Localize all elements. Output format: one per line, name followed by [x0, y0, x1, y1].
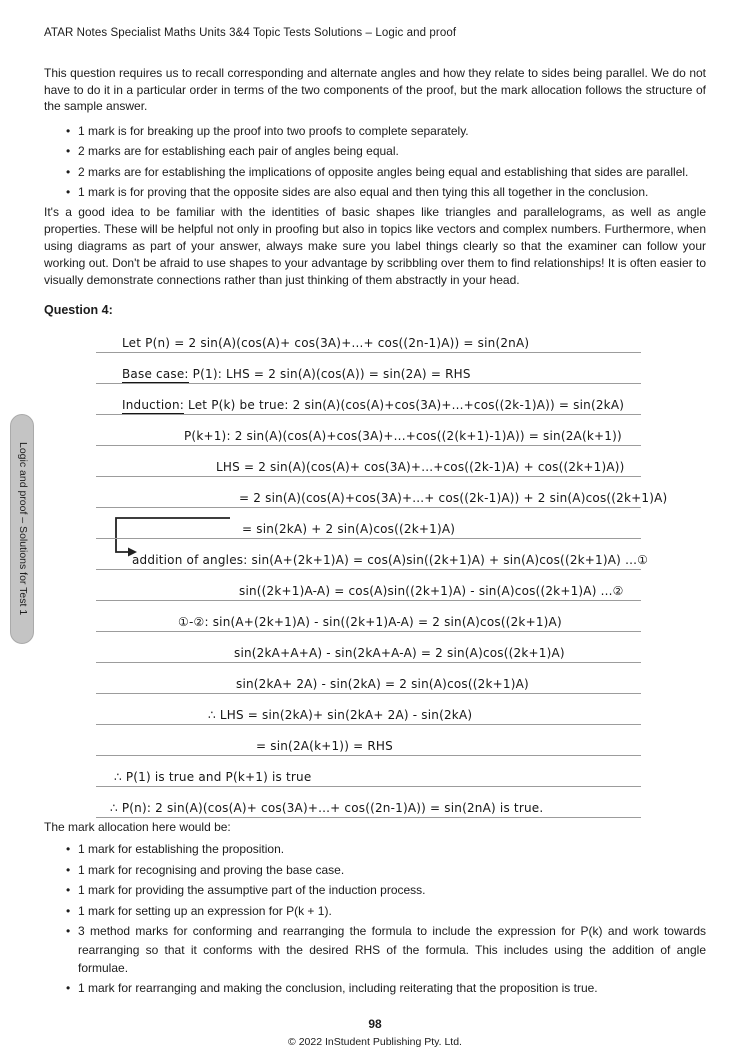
- handwritten-line: Induction: Let P(k) be true: 2 sin(A)(cos(A)+cos(3A)+...+cos((2k-1)A)) = sin(2kA): [96, 384, 641, 415]
- commentary-bullet-list: [44, 121, 706, 203]
- bullet-item: • 1 mark for providing the assumptive part of the induction process.: [44, 881, 706, 899]
- bullet-item: • 1 mark for setting up an expression for P(k + 1).: [44, 902, 706, 920]
- handwritten-line: = 2 sin(A)(cos(A)+cos(3A)+...+ cos((2k-1)A)) + 2 sin(A)cos((2k+1)A): [96, 477, 641, 508]
- question-label: Question 4:: [44, 303, 113, 317]
- handwritten-line: sin(2kA+A+A) - sin(2kA+A-A) = 2 sin(A)cos((2k+1)A): [96, 632, 641, 663]
- handwritten-line: = sin(2A(k+1)) = RHS: [96, 725, 641, 756]
- bullet-item: • 1 mark is for breaking up the proof into two proofs to complete separately.: [44, 121, 706, 141]
- handwritten-underlined-word: Base case:: [122, 367, 189, 381]
- handwritten-line: ①-②: sin(A+(2k+1)A) - sin((2k+1)A-A) = 2 sin(A)cos((2k+1)A): [96, 601, 641, 632]
- handwritten-line: Base case: P(1): LHS = 2 sin(A)(cos(A)) = sin(2A) = RHS: [96, 353, 641, 384]
- bullet-item: • 1 mark is for proving that the opposite sides are also equal and then tying this all together in the conclusion.: [44, 182, 706, 202]
- handwritten-line: addition of angles: sin(A+(2k+1)A) = cos(A)sin((2k+1)A) + sin(A)cos((2k+1)A) ...①: [96, 539, 641, 570]
- bullet-item: • 2 marks are for establishing the implications of opposite angles being equal and establishing that sides are parallel.: [44, 162, 706, 182]
- handwritten-line: sin((2k+1)A-A) = cos(A)sin((2k+1)A) - sin(A)cos((2k+1)A) ...②: [96, 570, 641, 601]
- side-tab-logic-and-proof: Logic and proof – Solutions for Test 1: [10, 414, 34, 644]
- mark-allocation-intro: The mark allocation here would be:: [44, 820, 231, 834]
- bullet-item: • 1 mark for recognising and proving the base case.: [44, 861, 706, 879]
- bullet-item: • 3 method marks for conforming and rearranging the formula to include the expression for P(k) and work towards rearranging so that it conforms with the desired RHS of the formula. This includes using the addition of angle formulae.: [44, 922, 706, 977]
- handwritten-underlined-word: Induction:: [122, 398, 184, 412]
- mark-allocation-bullet-list: [44, 840, 706, 1000]
- handwritten-line: Let P(n) = 2 sin(A)(cos(A)+ cos(3A)+...+ cos((2n-1)A)) = sin(2nA): [96, 322, 641, 353]
- handwritten-solution-area: [96, 322, 668, 818]
- handwritten-line: ∴ P(1) is true and P(k+1) is true: [96, 756, 641, 787]
- commentary-paragraph-2: It's a good idea to be familiar with the identities of basic shapes like triangles and parallelograms, as well as angle properties. These will be helpful not only in proofing but also in topics like vectors and complex numbers. Furthermore, when using diagrams as part of your answer, always make sure you label things clearly so that the examiner can follow your working out. Don't be afraid to use shapes to your advantage by scribbling over them to find relationships! It is often easier to visually demonstrate connections rather than just thinking of them abstractly in your head.: [44, 205, 706, 287]
- bullet-item: • 1 mark for rearranging and making the conclusion, including reiterating that the proposition is true.: [44, 979, 706, 997]
- handwritten-line: LHS = 2 sin(A)(cos(A)+ cos(3A)+...+cos((2k-1)A) + cos((2k+1)A)): [96, 446, 641, 477]
- handwritten-line: P(k+1): 2 sin(A)(cos(A)+cos(3A)+...+cos((2(k+1)-1)A)) = sin(2A(k+1)): [96, 415, 641, 446]
- page-header: ATAR Notes Specialist Maths Units 3&4 Topic Tests Solutions – Logic and proof: [44, 27, 457, 39]
- commentary-paragraph-1: This question requires us to recall corresponding and alternate angles and how they relate to sides being parallel. We do not have to do it in a particular order in terms of the two components of the proof, but the mark allocation follows the structure of the sample answer.: [44, 66, 706, 114]
- handwritten-line: = sin(2kA) + 2 sin(A)cos((2k+1)A): [96, 508, 641, 539]
- page-number: 98: [368, 1017, 382, 1031]
- copyright-notice: © 2022 InStudent Publishing Pty. Ltd.: [288, 1036, 462, 1048]
- handwritten-line: ∴ LHS = sin(2kA)+ sin(2kA+ 2A) - sin(2kA): [96, 694, 641, 725]
- handwritten-line: sin(2kA+ 2A) - sin(2kA) = 2 sin(A)cos((2k+1)A): [96, 663, 641, 694]
- bullet-item: • 2 marks are for establishing each pair of angles being equal.: [44, 141, 706, 161]
- bullet-item: • 1 mark for establishing the proposition.: [44, 840, 706, 858]
- handwritten-line: ∴ P(n): 2 sin(A)(cos(A)+ cos(3A)+...+ cos((2n-1)A)) = sin(2nA) is true.: [96, 787, 641, 818]
